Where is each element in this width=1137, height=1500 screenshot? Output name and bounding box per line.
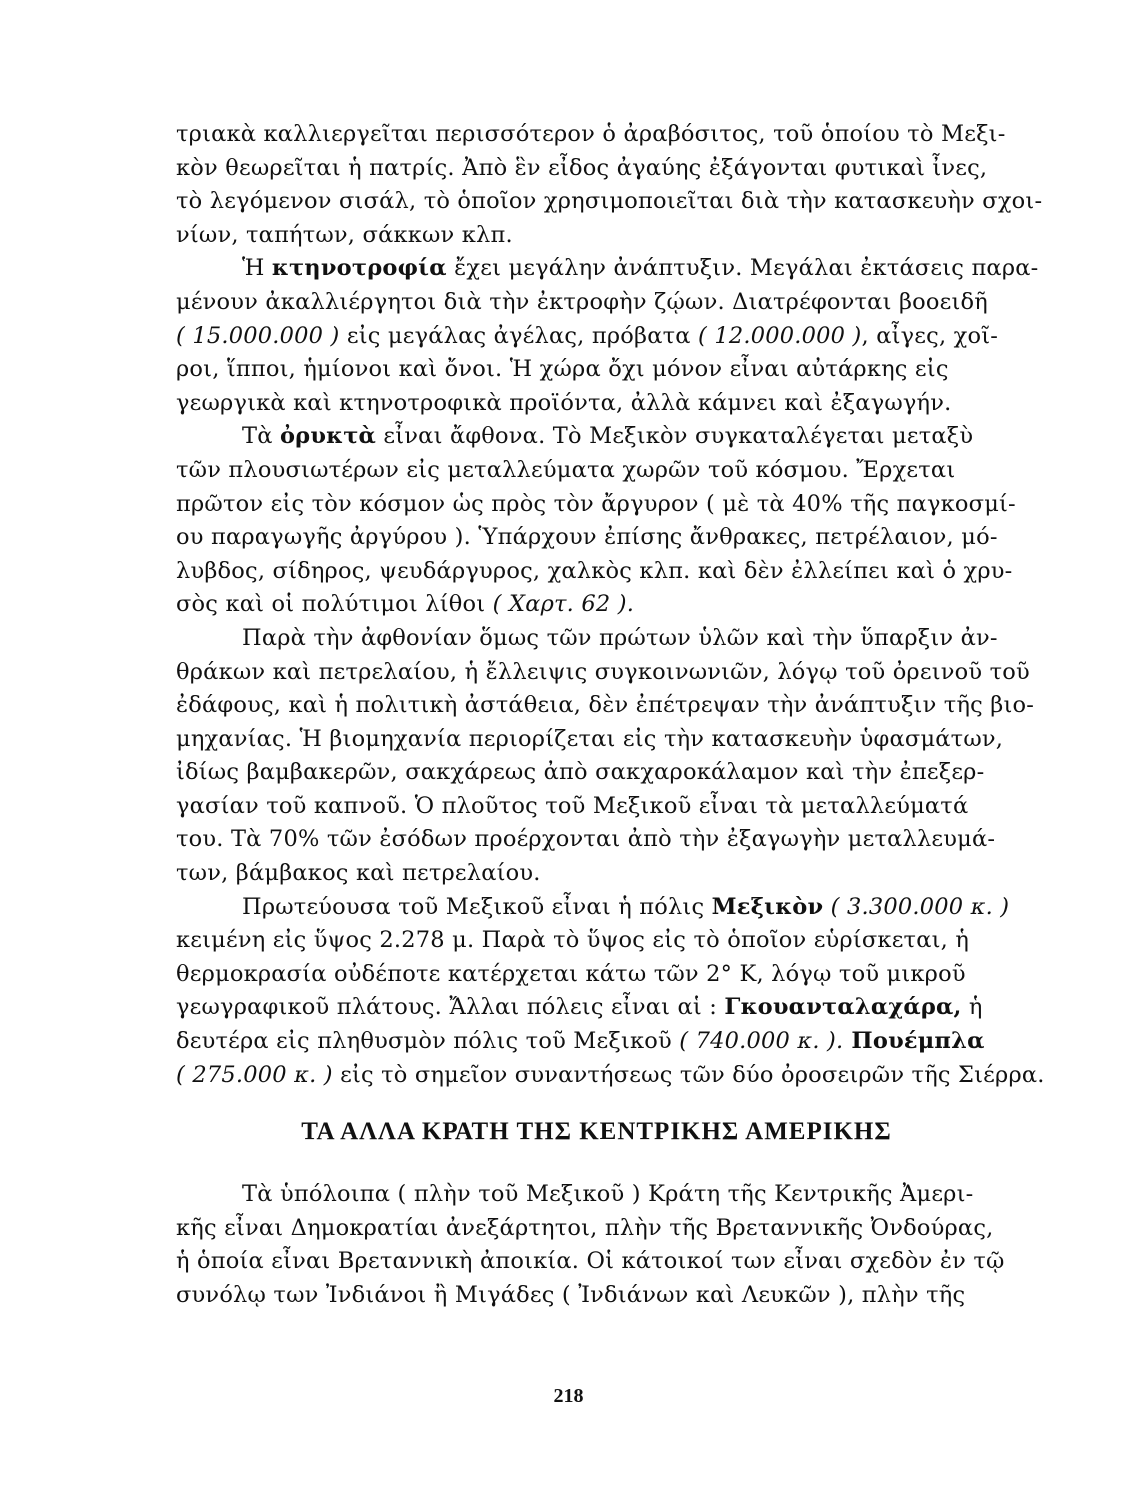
text-line: λυβδος, σίδηρος, ψευδάργυρος, χαλκὸς κλπ. καὶ δὲν ἐλλείπει καὶ ὁ χρυ- xyxy=(176,557,1013,584)
text-line: τριακὰ καλλιεργεῖται περισσότερον ὁ ἀραβόσιτος, τοῦ ὁποίου τὸ Μεξι- xyxy=(176,121,1006,147)
city-puebla: Πουέμπλα xyxy=(843,1028,985,1055)
bold-term-livestock: κτηνοτροφία xyxy=(271,255,447,282)
population-mexico: ( 3.300.000 κ. ) xyxy=(823,893,1010,920)
text-line: Ἡ κτηνοτροφία ἔχει μεγάλην ἀνάπτυξιν. Μεγάλαι ἐκτάσεις παρα- xyxy=(242,255,1039,282)
text-line: ( 275.000 κ. ) εἰς τὸ σημεῖον συναντήσεως τῶν δύο ὀροσειρῶν τῆς Σιέρρα. xyxy=(176,1061,1045,1088)
text-line: ( 15.000.000 ) εἰς μεγάλας ἀγέλας, πρόβατα ( 12.000.000 ), αἶγες, χοῖ- xyxy=(176,322,999,349)
text-line: Πρωτεύουσα τοῦ Μεξικοῦ εἶναι ἡ πόλις Μεξικὸν ( 3.300.000 κ. ) xyxy=(242,893,1010,920)
text-line: θερμοκρασία οὐδέποτε κατέρχεται κάτω τῶν 2° Κ, λόγῳ τοῦ μικροῦ xyxy=(176,960,966,987)
population-puebla: ( 275.000 κ. ) xyxy=(176,1061,333,1088)
text-line: γεωγραφικοῦ πλάτους. Ἄλλαι πόλεις εἶναι αἱ : Γκουανταλαχάρα, ἡ xyxy=(176,994,983,1021)
text-line: θράκων καὶ πετρελαίου, ἡ ἔλλειψις συγκοινωνιῶν, λόγῳ τοῦ ὀρεινοῦ τοῦ xyxy=(176,658,1030,685)
population-guadalajara: ( 740.000 κ. ). xyxy=(679,1028,844,1055)
text-line: πρῶτον εἰς τὸν κόσμον ὡς πρὸς τὸν ἄργυρον ( μὲ τὰ 40% τῆς παγκοσμί- xyxy=(176,490,1016,517)
text-line: μένουν ἀκαλλιέργητοι διὰ τὴν ἐκτροφὴν ζῴων. Διατρέφονται βοοειδῆ xyxy=(176,288,988,315)
paragraph-agriculture xyxy=(176,118,1043,252)
text-line: ροι, ἵπποι, ἡμίονοι καὶ ὄνοι. Ἡ χώρα ὄχι μόνον εἶναι αὐτάρκης εἰς xyxy=(176,356,949,383)
text-line: συνόλῳ των Ἰνδιάνοι ἢ Μιγάδες ( Ἰνδιάνων καὶ Λευκῶν ), πλὴν τῆς xyxy=(176,1282,966,1308)
text-line: των, βάμβακος καὶ πετρελαίου. xyxy=(176,860,541,887)
text-line: νίων, ταπήτων, σάκκων κλπ. xyxy=(176,221,513,248)
city-mexico: Μεξικὸν xyxy=(711,893,824,920)
text-line: Παρὰ τὴν ἀφθονίαν ὅμως τῶν πρώτων ὑλῶν καὶ τὴν ὕπαρξιν ἀν- xyxy=(242,624,998,651)
text-line: του. Τὰ 70% τῶν ἐσόδων προέρχονται ἀπὸ τὴν ἐξαγωγὴν μεταλλευμά- xyxy=(176,826,996,853)
text-line: δευτέρα εἰς πληθυσμὸν πόλις τοῦ Μεξικοῦ ( 740.000 κ. ). Πουέμπλα xyxy=(176,1028,985,1055)
text-line: Τὰ ὀρυκτὰ εἶναι ἄφθονα. Τὸ Μεξικὸν συγκαταλέγεται μεταξὺ xyxy=(242,423,974,450)
paragraph-central-america xyxy=(176,1178,1017,1312)
text-line: Τὰ ὑπόλοιπα ( πλὴν τοῦ Μεξικοῦ ) Κράτη τῆς Κεντρικῆς Ἀμερι- xyxy=(242,1181,974,1208)
text-line: ἡ ὁποία εἶναι Βρεταννικὴ ἀποικία. Οἱ κάτοικοί των εἶναι σχεδὸν ἐν τῷ xyxy=(176,1248,1005,1275)
text-line: τὸ λεγόμενον σισάλ, τὸ ὁποῖον χρησιμοποιεῖται διὰ τὴν κατασκευὴν σχοι- xyxy=(176,188,1043,215)
map-reference: ( Χαρτ. 62 ). xyxy=(492,591,635,618)
bold-term-minerals: ὀρυκτὰ xyxy=(279,423,377,450)
section-heading: ΤΑ ΑΛΛΑ ΚΡΑΤΗ ΤΗΣ ΚΕΝΤΡΙΚΗΣ ΑΜΕΡΙΚΗΣ xyxy=(301,1118,892,1146)
text-line: τῶν πλουσιωτέρων εἰς μεταλλεύματα χωρῶν τοῦ κόσμου. Ἔρχεται xyxy=(176,456,956,483)
text-line: ἐδάφους, καὶ ἡ πολιτικὴ ἀστάθεια, δὲν ἐπέτρεψαν τὴν ἀνάπτυξιν τῆς βιο- xyxy=(176,692,1035,719)
paragraph-minerals xyxy=(176,420,1017,622)
text-line: κῆς εἶναι Δημοκρατίαι ἀνεξάρτητοι, πλὴν τῆς Βρεταννικῆς Ὀνδούρας, xyxy=(176,1214,994,1241)
sheep-count: ( 12.000.000 ) xyxy=(698,322,862,349)
text-line: ου παραγωγῆς ἀργύρου ). Ὑπάρχουν ἐπίσης ἄνθρακες, πετρέλαιον, μό- xyxy=(176,524,998,551)
text-line: σὸς καὶ οἱ πολύτιμοι λίθοι ( Χαρτ. 62 ). xyxy=(176,591,635,618)
text-line: κειμένη εἰς ὕψος 2.278 μ. Παρὰ τὸ ὕψος εἰς τὸ ὁποῖον εὑρίσκεται, ἡ xyxy=(176,927,969,954)
text-line: κὸν θεωρεῖται ἡ πατρίς. Ἀπὸ ἓν εἶδος ἀγαύης ἐξάγονται φυτικαὶ ἶνες, xyxy=(176,154,988,181)
city-guadalajara: Γκουανταλαχάρα, xyxy=(724,994,962,1021)
paragraph-livestock xyxy=(176,252,1039,420)
text-line: γασίαν τοῦ καπνοῦ. Ὁ πλοῦτος τοῦ Μεξικοῦ εἶναι τὰ μεταλλεύματά xyxy=(176,792,969,819)
cattle-count: ( 15.000.000 ) xyxy=(176,322,340,349)
text-line: γεωργικὰ καὶ κτηνοτροφικὰ προϊόντα, ἀλλὰ κάμνει καὶ ἐξαγωγήν. xyxy=(176,389,952,416)
text-line: ἰδίως βαμβακερῶν, σακχάρεως ἀπὸ σακχαροκάλαμον καὶ τὴν ἐπεξερ- xyxy=(176,759,985,786)
paragraph-cities xyxy=(176,891,1045,1093)
page-number: 218 xyxy=(553,1385,584,1407)
text-line: μηχανίας. Ἡ βιομηχανία περιορίζεται εἰς τὴν κατασκευὴν ὑφασμάτων, xyxy=(176,725,1004,752)
paragraph-industry xyxy=(176,622,1035,891)
